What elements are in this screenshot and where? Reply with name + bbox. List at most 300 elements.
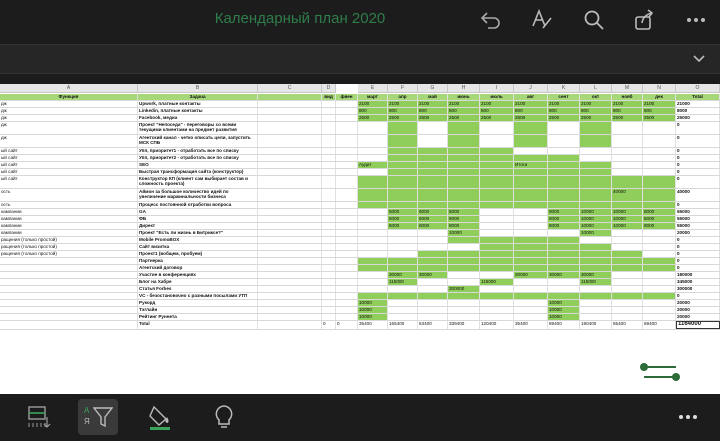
cell-m7[interactable]: окт bbox=[580, 94, 612, 100]
cell-m5[interactable] bbox=[514, 279, 548, 285]
cell-b[interactable]: SEO bbox=[138, 162, 258, 168]
cell-d[interactable]: вид bbox=[322, 94, 336, 100]
cell-m1[interactable] bbox=[388, 176, 418, 188]
cell-m6[interactable] bbox=[548, 230, 580, 236]
cell-m7[interactable] bbox=[580, 300, 612, 306]
cell-m7[interactable]: 2500 bbox=[580, 115, 612, 121]
cell-m0[interactable] bbox=[358, 237, 388, 243]
column-header-e[interactable]: E bbox=[358, 84, 388, 93]
cell-m6[interactable] bbox=[548, 286, 580, 292]
cell-d[interactable] bbox=[322, 286, 336, 292]
cell-c[interactable] bbox=[258, 169, 322, 175]
cell-m0[interactable]: 10000 bbox=[358, 300, 388, 306]
cell-m4[interactable] bbox=[480, 209, 514, 215]
cell-m7[interactable] bbox=[580, 286, 612, 292]
column-header-o[interactable]: O bbox=[676, 84, 720, 93]
cell-m0[interactable]: 10000 bbox=[358, 314, 388, 320]
cell-d[interactable] bbox=[322, 279, 336, 285]
cell-m9[interactable] bbox=[643, 300, 676, 306]
cell-m3[interactable] bbox=[448, 202, 480, 208]
empty-grid-area[interactable] bbox=[0, 364, 720, 394]
cell-m9[interactable] bbox=[643, 265, 676, 271]
cell-e[interactable] bbox=[336, 216, 358, 222]
cell-m9[interactable] bbox=[643, 135, 676, 147]
cell-m6[interactable] bbox=[548, 162, 580, 168]
cell-m7[interactable]: 10000 bbox=[580, 209, 612, 215]
cell-d[interactable] bbox=[322, 176, 336, 188]
cell-b[interactable]: Задача bbox=[138, 94, 258, 100]
undo-icon[interactable] bbox=[476, 6, 504, 34]
table-row[interactable] bbox=[0, 251, 720, 258]
cell-d[interactable] bbox=[322, 216, 336, 222]
cell-e[interactable]: 0 bbox=[336, 321, 358, 329]
cell-m7[interactable] bbox=[580, 169, 612, 175]
cell-m9[interactable] bbox=[643, 122, 676, 134]
cell-b[interactable]: GA bbox=[138, 209, 258, 215]
cell-m2[interactable]: 2100 bbox=[418, 101, 448, 107]
cell-m0[interactable]: Аудит bbox=[358, 162, 388, 168]
cell-t[interactable]: 0 bbox=[676, 293, 720, 299]
cell-m6[interactable] bbox=[548, 169, 580, 175]
cell-m2[interactable] bbox=[418, 135, 448, 147]
cell-m0[interactable] bbox=[358, 135, 388, 147]
cell-m9[interactable] bbox=[643, 162, 676, 168]
cell-a[interactable] bbox=[0, 258, 138, 264]
cell-m1[interactable] bbox=[388, 258, 418, 264]
cell-m7[interactable]: 2100 bbox=[580, 101, 612, 107]
table-row[interactable] bbox=[0, 155, 720, 162]
cell-t[interactable]: 0 bbox=[676, 135, 720, 147]
cell-m4[interactable] bbox=[480, 314, 514, 320]
cell-m5[interactable]: 2100 bbox=[514, 101, 548, 107]
cell-c[interactable] bbox=[258, 223, 322, 229]
cell-m8[interactable]: 10000 bbox=[612, 216, 643, 222]
cell-m2[interactable] bbox=[418, 189, 448, 201]
chevron-down-icon[interactable] bbox=[692, 51, 706, 70]
table-row[interactable] bbox=[0, 230, 720, 237]
cell-d[interactable] bbox=[322, 258, 336, 264]
table-row[interactable] bbox=[0, 258, 720, 265]
cell-m0[interactable] bbox=[358, 286, 388, 292]
column-header-d[interactable]: D bbox=[322, 84, 336, 93]
cell-m8[interactable] bbox=[612, 169, 643, 175]
cell-m1[interactable]: 5000 bbox=[388, 223, 418, 229]
cell-m3[interactable] bbox=[448, 258, 480, 264]
cell-m9[interactable] bbox=[643, 237, 676, 243]
cell-c[interactable] bbox=[258, 293, 322, 299]
column-header-b[interactable]: B bbox=[138, 84, 258, 93]
cell-d[interactable] bbox=[322, 148, 336, 154]
cell-m8[interactable] bbox=[612, 244, 643, 250]
cell-t[interactable]: 0 bbox=[676, 122, 720, 134]
cell-t[interactable]: Total bbox=[676, 94, 720, 100]
cell-m7[interactable]: 190400 bbox=[580, 321, 612, 329]
cell-m5[interactable] bbox=[514, 251, 548, 257]
cell-m2[interactable] bbox=[418, 286, 448, 292]
table-row[interactable] bbox=[0, 216, 720, 223]
cell-m3[interactable]: 2500 bbox=[448, 115, 480, 121]
cell-m2[interactable] bbox=[418, 169, 448, 175]
cell-e[interactable]: фвен bbox=[336, 94, 358, 100]
cell-m9[interactable] bbox=[643, 189, 676, 201]
cell-a[interactable]: ращения (только простой) bbox=[0, 237, 138, 243]
cell-b[interactable]: Total bbox=[138, 321, 258, 329]
cell-m2[interactable] bbox=[418, 122, 448, 134]
cell-m3[interactable]: 8000 bbox=[448, 209, 480, 215]
cell-m2[interactable] bbox=[418, 176, 448, 188]
cell-a[interactable] bbox=[0, 279, 138, 285]
cell-a[interactable] bbox=[0, 300, 138, 306]
cell-c[interactable] bbox=[258, 122, 322, 134]
table-row[interactable] bbox=[0, 223, 720, 230]
cell-m7[interactable] bbox=[580, 135, 612, 147]
cell-m3[interactable]: июнь bbox=[448, 94, 480, 100]
insert-cells-icon[interactable] bbox=[18, 399, 58, 435]
cell-m5[interactable] bbox=[514, 258, 548, 264]
cell-m4[interactable]: 120400 bbox=[480, 321, 514, 329]
cell-m2[interactable] bbox=[418, 230, 448, 236]
cell-m6[interactable] bbox=[548, 176, 580, 188]
cell-c[interactable] bbox=[258, 279, 322, 285]
cell-t[interactable]: 300000 bbox=[676, 286, 720, 292]
cell-m8[interactable]: 40000 bbox=[612, 189, 643, 201]
cell-m2[interactable]: май bbox=[418, 94, 448, 100]
cell-m1[interactable] bbox=[388, 314, 418, 320]
cell-t[interactable]: 0 bbox=[676, 237, 720, 243]
cell-m9[interactable]: 800 bbox=[643, 108, 676, 114]
cell-b[interactable]: Участие в конференциях bbox=[138, 272, 258, 278]
cell-m0[interactable] bbox=[358, 272, 388, 278]
cell-m6[interactable]: 89400 bbox=[548, 321, 580, 329]
cell-m2[interactable] bbox=[418, 155, 448, 161]
cell-m3[interactable] bbox=[448, 272, 480, 278]
cell-m2[interactable] bbox=[418, 293, 448, 299]
cell-m7[interactable] bbox=[580, 314, 612, 320]
cell-m1[interactable] bbox=[388, 230, 418, 236]
cell-b[interactable]: Директ bbox=[138, 223, 258, 229]
cell-a[interactable]: ращения (только простой) bbox=[0, 251, 138, 257]
cell-a[interactable] bbox=[0, 307, 138, 313]
cell-m1[interactable]: 5000 bbox=[388, 216, 418, 222]
cell-m5[interactable] bbox=[514, 122, 548, 134]
cell-m8[interactable] bbox=[612, 162, 643, 168]
table-row[interactable] bbox=[0, 272, 720, 279]
table-row[interactable] bbox=[0, 209, 720, 216]
cell-m0[interactable] bbox=[358, 202, 388, 208]
cell-m8[interactable]: 2500 bbox=[612, 115, 643, 121]
cell-m6[interactable] bbox=[548, 293, 580, 299]
cell-a[interactable]: дж bbox=[0, 108, 138, 114]
cell-m8[interactable] bbox=[612, 135, 643, 147]
cell-e[interactable] bbox=[336, 230, 358, 236]
cell-e[interactable] bbox=[336, 202, 358, 208]
cell-a[interactable]: ый сайт bbox=[0, 148, 138, 154]
table-row[interactable] bbox=[0, 237, 720, 244]
cell-a[interactable] bbox=[0, 321, 138, 329]
cell-m3[interactable] bbox=[448, 148, 480, 154]
cell-m5[interactable] bbox=[514, 189, 548, 201]
cell-a[interactable]: ый сайт bbox=[0, 155, 138, 161]
cell-d[interactable] bbox=[322, 108, 336, 114]
cell-c[interactable] bbox=[258, 189, 322, 201]
cell-d[interactable] bbox=[322, 135, 336, 147]
cell-e[interactable] bbox=[336, 101, 358, 107]
cell-m8[interactable] bbox=[612, 237, 643, 243]
cell-m3[interactable] bbox=[448, 293, 480, 299]
cell-m3[interactable]: 339400 bbox=[448, 321, 480, 329]
cell-e[interactable] bbox=[336, 148, 358, 154]
cell-m5[interactable] bbox=[514, 230, 548, 236]
cell-m4[interactable] bbox=[480, 148, 514, 154]
column-header-i[interactable]: I bbox=[480, 84, 514, 93]
cell-a[interactable]: ость bbox=[0, 202, 138, 208]
cell-e[interactable] bbox=[336, 279, 358, 285]
cell-m8[interactable] bbox=[612, 286, 643, 292]
cell-m4[interactable]: 800 bbox=[480, 108, 514, 114]
cell-m4[interactable] bbox=[480, 237, 514, 243]
cell-c[interactable] bbox=[258, 94, 322, 100]
cell-e[interactable] bbox=[336, 286, 358, 292]
cell-m9[interactable]: 2100 bbox=[643, 101, 676, 107]
cell-m9[interactable] bbox=[643, 258, 676, 264]
cell-t[interactable]: 8000 bbox=[676, 108, 720, 114]
cell-b[interactable]: Агентский канал - четко описать цели, запустить МСК СПБ bbox=[138, 135, 258, 147]
scroll-handle-icon[interactable] bbox=[636, 362, 684, 384]
cell-m6[interactable]: 2100 bbox=[548, 101, 580, 107]
cell-m7[interactable] bbox=[580, 244, 612, 250]
cell-t[interactable]: 55000 bbox=[676, 216, 720, 222]
more-options-icon[interactable] bbox=[668, 399, 708, 435]
cell-m9[interactable] bbox=[643, 202, 676, 208]
cell-m2[interactable] bbox=[418, 279, 448, 285]
cell-m2[interactable] bbox=[418, 202, 448, 208]
cell-m8[interactable] bbox=[612, 251, 643, 257]
cell-m7[interactable] bbox=[580, 162, 612, 168]
cell-m1[interactable] bbox=[388, 148, 418, 154]
cell-m3[interactable] bbox=[448, 169, 480, 175]
cell-d[interactable] bbox=[322, 202, 336, 208]
cell-m2[interactable] bbox=[418, 300, 448, 306]
cell-m7[interactable] bbox=[580, 148, 612, 154]
cell-m8[interactable] bbox=[612, 265, 643, 271]
cell-m5[interactable]: 2500 bbox=[514, 115, 548, 121]
cell-t[interactable]: 20000 bbox=[676, 314, 720, 320]
cell-m4[interactable] bbox=[480, 155, 514, 161]
cell-m5[interactable] bbox=[514, 237, 548, 243]
cell-m6[interactable] bbox=[548, 148, 580, 154]
cell-m9[interactable]: 8000 bbox=[643, 209, 676, 215]
cell-a[interactable]: Функция bbox=[0, 94, 138, 100]
cell-t[interactable]: 0 bbox=[676, 176, 720, 188]
cell-a[interactable]: кампании bbox=[0, 216, 138, 222]
cell-m7[interactable] bbox=[580, 293, 612, 299]
table-row[interactable] bbox=[0, 115, 720, 122]
cell-e[interactable] bbox=[336, 258, 358, 264]
cell-m6[interactable] bbox=[548, 251, 580, 257]
cell-m4[interactable] bbox=[480, 122, 514, 134]
cell-c[interactable] bbox=[258, 202, 322, 208]
cell-m0[interactable] bbox=[358, 122, 388, 134]
column-header-g[interactable]: G bbox=[418, 84, 448, 93]
cell-m4[interactable] bbox=[480, 272, 514, 278]
cell-m1[interactable] bbox=[388, 135, 418, 147]
cell-m9[interactable] bbox=[643, 230, 676, 236]
cell-m2[interactable]: 30000 bbox=[418, 272, 448, 278]
cell-m0[interactable]: 10000 bbox=[358, 307, 388, 313]
cell-m0[interactable]: 2500 bbox=[358, 115, 388, 121]
cell-m8[interactable]: нояб bbox=[612, 94, 643, 100]
cell-m1[interactable]: апр bbox=[388, 94, 418, 100]
cell-m0[interactable] bbox=[358, 230, 388, 236]
cell-m2[interactable] bbox=[418, 258, 448, 264]
cell-a[interactable]: дж bbox=[0, 101, 138, 107]
cell-m0[interactable] bbox=[358, 223, 388, 229]
cell-c[interactable] bbox=[258, 115, 322, 121]
cell-m2[interactable] bbox=[418, 237, 448, 243]
cell-m9[interactable] bbox=[643, 244, 676, 250]
cell-m1[interactable] bbox=[388, 265, 418, 271]
cell-m9[interactable] bbox=[643, 307, 676, 313]
cell-d[interactable] bbox=[322, 265, 336, 271]
cell-m1[interactable]: 5000 bbox=[388, 209, 418, 215]
table-row[interactable] bbox=[0, 148, 720, 155]
column-header-c[interactable]: C bbox=[258, 84, 322, 93]
cell-m5[interactable] bbox=[514, 286, 548, 292]
cell-m8[interactable]: 800 bbox=[612, 108, 643, 114]
cell-d[interactable] bbox=[322, 251, 336, 257]
cell-m4[interactable] bbox=[480, 162, 514, 168]
table-row[interactable] bbox=[0, 108, 720, 115]
cell-m3[interactable] bbox=[448, 237, 480, 243]
column-header-m[interactable]: M bbox=[612, 84, 643, 93]
cell-m1[interactable] bbox=[388, 189, 418, 201]
cell-m9[interactable]: дек bbox=[643, 94, 676, 100]
cell-m6[interactable]: 800 bbox=[548, 108, 580, 114]
cell-e[interactable] bbox=[336, 251, 358, 257]
cell-b[interactable]: Агентский договор bbox=[138, 265, 258, 271]
cell-a[interactable] bbox=[0, 286, 138, 292]
column-header-k[interactable]: K bbox=[548, 84, 580, 93]
cell-m2[interactable] bbox=[418, 162, 448, 168]
cell-m0[interactable] bbox=[358, 189, 388, 201]
cell-b[interactable]: Процесс постоянной отработки вопроса bbox=[138, 202, 258, 208]
cell-m6[interactable] bbox=[548, 155, 580, 161]
cell-m2[interactable]: 6000 bbox=[418, 223, 448, 229]
cell-m5[interactable] bbox=[514, 176, 548, 188]
cell-t[interactable]: 0 bbox=[676, 169, 720, 175]
cell-m3[interactable] bbox=[448, 189, 480, 201]
cell-m2[interactable] bbox=[418, 314, 448, 320]
cell-m3[interactable]: 2100 bbox=[448, 101, 480, 107]
column-header-l[interactable]: L bbox=[580, 84, 612, 93]
cell-m2[interactable]: 2500 bbox=[418, 115, 448, 121]
cell-m8[interactable] bbox=[612, 272, 643, 278]
cell-m5[interactable] bbox=[514, 293, 548, 299]
cell-m9[interactable] bbox=[643, 279, 676, 285]
cell-m4[interactable] bbox=[480, 300, 514, 306]
cell-m3[interactable]: 10000 bbox=[448, 230, 480, 236]
cell-m3[interactable] bbox=[448, 155, 480, 161]
cell-b[interactable]: Конструктор КП (клиент сам выбирает состав и сложность проекта) bbox=[138, 176, 258, 188]
cell-m5[interactable] bbox=[514, 169, 548, 175]
cell-d[interactable] bbox=[322, 237, 336, 243]
cell-c[interactable] bbox=[258, 101, 322, 107]
cell-m0[interactable]: март bbox=[358, 94, 388, 100]
cell-e[interactable] bbox=[336, 307, 358, 313]
column-header-n[interactable]: N bbox=[643, 84, 676, 93]
cell-c[interactable] bbox=[258, 162, 322, 168]
cell-a[interactable]: дж bbox=[0, 115, 138, 121]
fill-color-icon[interactable] bbox=[140, 399, 180, 435]
cell-m3[interactable]: 8000 bbox=[448, 223, 480, 229]
cell-a[interactable]: ый сайт bbox=[0, 162, 138, 168]
more-icon[interactable] bbox=[682, 6, 710, 34]
cell-a[interactable]: ращения (только простой) bbox=[0, 244, 138, 250]
cell-m7[interactable] bbox=[580, 251, 612, 257]
cell-m1[interactable] bbox=[388, 162, 418, 168]
cell-m1[interactable] bbox=[388, 202, 418, 208]
cell-m5[interactable] bbox=[514, 209, 548, 215]
cell-c[interactable] bbox=[258, 176, 322, 188]
cell-d[interactable] bbox=[322, 300, 336, 306]
cell-m6[interactable] bbox=[548, 258, 580, 264]
cell-a[interactable]: ый сайт bbox=[0, 176, 138, 188]
table-row[interactable] bbox=[0, 135, 720, 148]
table-row[interactable] bbox=[0, 176, 720, 189]
cell-m6[interactable] bbox=[548, 202, 580, 208]
cell-e[interactable] bbox=[336, 300, 358, 306]
cell-t[interactable]: 0 bbox=[676, 244, 720, 250]
cell-t[interactable]: 55000 bbox=[676, 209, 720, 215]
table-row[interactable] bbox=[0, 169, 720, 176]
cell-c[interactable] bbox=[258, 155, 322, 161]
cell-b[interactable]: Сайт визитка bbox=[138, 244, 258, 250]
text-format-icon[interactable] bbox=[528, 6, 556, 34]
cell-m3[interactable] bbox=[448, 135, 480, 147]
cell-m8[interactable] bbox=[612, 293, 643, 299]
cell-m1[interactable] bbox=[388, 122, 418, 134]
cell-a[interactable] bbox=[0, 265, 138, 271]
cell-d[interactable] bbox=[322, 155, 336, 161]
cell-m3[interactable] bbox=[448, 122, 480, 134]
cell-c[interactable] bbox=[258, 135, 322, 147]
cell-b[interactable]: ФБ bbox=[138, 216, 258, 222]
cell-m4[interactable] bbox=[480, 258, 514, 264]
cell-m5[interactable] bbox=[514, 307, 548, 313]
cell-m2[interactable] bbox=[418, 307, 448, 313]
cell-b[interactable]: Linkedin, платные контакты bbox=[138, 108, 258, 114]
cell-m0[interactable] bbox=[358, 258, 388, 264]
cell-m3[interactable]: 300000 bbox=[448, 286, 480, 292]
cell-c[interactable] bbox=[258, 307, 322, 313]
cell-m7[interactable] bbox=[580, 176, 612, 188]
cell-m0[interactable] bbox=[358, 209, 388, 215]
cell-m4[interactable] bbox=[480, 216, 514, 222]
cell-m2[interactable] bbox=[418, 148, 448, 154]
cell-m3[interactable] bbox=[448, 244, 480, 250]
cell-b[interactable]: Упп, приоритет1 - отработать все по списку bbox=[138, 148, 258, 154]
cell-m0[interactable] bbox=[358, 244, 388, 250]
cell-e[interactable] bbox=[336, 169, 358, 175]
cell-t[interactable]: 0 bbox=[676, 251, 720, 257]
cell-m6[interactable]: 8000 bbox=[548, 209, 580, 215]
cell-m1[interactable] bbox=[388, 307, 418, 313]
cell-m8[interactable] bbox=[612, 258, 643, 264]
cell-a[interactable]: ый сайт bbox=[0, 169, 138, 175]
cell-e[interactable] bbox=[336, 237, 358, 243]
cell-m3[interactable] bbox=[448, 314, 480, 320]
column-header-f[interactable]: F bbox=[388, 84, 418, 93]
